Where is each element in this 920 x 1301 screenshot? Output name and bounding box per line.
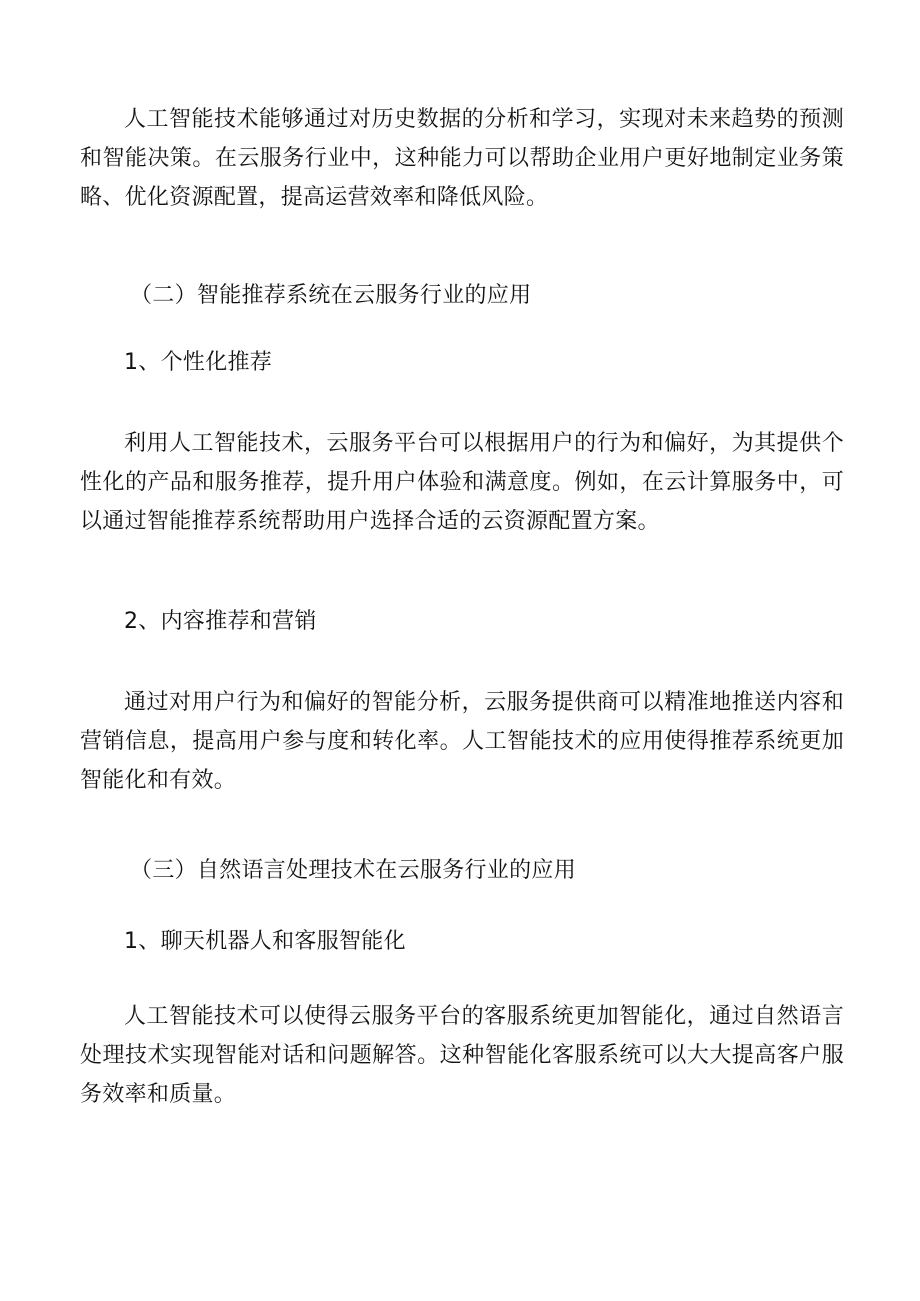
section-heading: （三）自然语言处理技术在云服务行业的应用 xyxy=(130,858,577,883)
body-paragraph: 人工智能技术能够通过对历史数据的分析和学习，实现对未来趋势的预测和智能决策。在云服务行业中，这种能力可以帮助企业用户更好地制定业务策略、优化资源配置，提高运营效率和降低风险。 xyxy=(80,107,844,210)
body-paragraph: 通过对用户行为和偏好的智能分析，云服务提供商可以精准地推送内容和营销信息，提高用户参与度和转化率。人工智能技术的应用使得推荐系统更加智能化和有效。 xyxy=(80,690,844,793)
subsection-heading: 2、内容推荐和营销 xyxy=(124,609,317,634)
section-heading: （二）智能推荐系统在云服务行业的应用 xyxy=(130,283,532,308)
subsection-heading: 1、聊天机器人和客服智能化 xyxy=(124,929,406,954)
subsection-heading: 1、个性化推荐 xyxy=(124,350,273,375)
body-paragraph: 人工智能技术可以使得云服务平台的客服系统更加智能化，通过自然语言处理技术实现智能对话和问题解答。这种智能化客服系统可以大大提高客户服务效率和质量。 xyxy=(80,1004,844,1107)
body-paragraph: 利用人工智能技术，云服务平台可以根据用户的行为和偏好，为其提供个性化的产品和服务推荐，提升用户体验和满意度。例如，在云计算服务中，可以通过智能推荐系统帮助用户选择合适的云资源配置方案。 xyxy=(80,431,844,534)
